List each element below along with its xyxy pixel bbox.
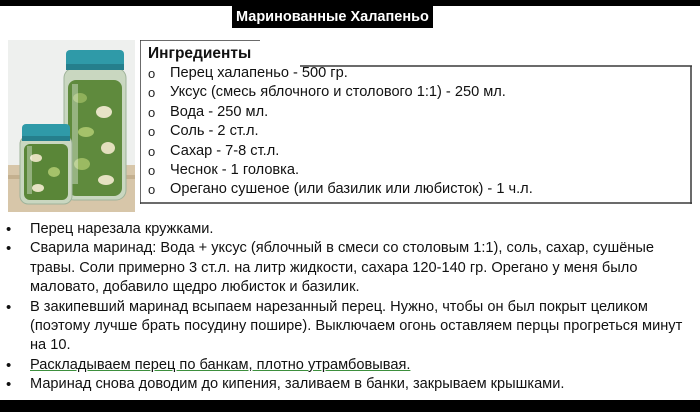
- bullet-circle-icon: o: [148, 104, 156, 120]
- bullet-dot-icon: •: [6, 221, 12, 238]
- bullet-circle-icon: o: [148, 66, 156, 81]
- step-item: • В закипевший маринад всыпаем нарезанный перец. Нужно, чтобы он был покрыт целиком (поэтому лучше брать посудину пошире). Выключаем огонь оставляем перцы прогреться минут на 10.: [6, 298, 683, 354]
- bullet-circle-icon: o: [148, 162, 156, 178]
- ingredient-item: o Орегано сушеное (или базилик или любисток) - 1 ч.л.: [148, 180, 688, 199]
- bullet-circle-icon: o: [148, 124, 156, 140]
- bullet-dot-icon: •: [6, 356, 12, 374]
- steps-list: [6, 220, 694, 395]
- recipe-title: Маринованные Халапеньо: [232, 6, 433, 28]
- ingredient-item: o Перец халапеньо - 500 гр.: [148, 64, 688, 83]
- step-item: • Маринад снова доводим до кипения, заливаем в банки, закрываем крышками.: [6, 376, 565, 394]
- bullet-circle-icon: o: [148, 85, 156, 101]
- ingredients-heading: Ингредиенты: [148, 45, 252, 62]
- ingredient-item: o Вода - 250 мл.: [148, 103, 688, 122]
- step-item: • Раскладываем перец по банкам, плотно утрамбовывая.: [6, 356, 411, 374]
- ingredient-item: o Чеснок - 1 головка.: [148, 161, 688, 180]
- ingredient-item: o Соль - 2 ст.л.: [148, 122, 688, 141]
- ingredient-item: o Сахар - 7-8 ст.л.: [148, 142, 688, 161]
- bottom-black-band: [0, 400, 700, 412]
- bullet-dot-icon: •: [6, 298, 12, 316]
- bullet-circle-icon: o: [148, 182, 156, 198]
- ingredients-list: [148, 64, 688, 200]
- bullet-dot-icon: •: [6, 376, 12, 394]
- step-item: • Сварила маринад: Вода + уксус (яблочный в смеси со столовым 1:1), соль, сахар, сушёные травы. Соли примерно 3 ст.л. на литр жидкости, сахара 120-140 гр. Орегано у меня было маловато, добавило щедро любисток и базилик.: [6, 240, 654, 296]
- jars-photo: [8, 40, 135, 212]
- bullet-dot-icon: •: [6, 240, 12, 258]
- bullet-circle-icon: o: [148, 143, 156, 159]
- ingredient-item: o Уксус (смесь яблочного и столового 1:1) - 250 мл.: [148, 83, 688, 102]
- step-item: • Перец нарезала кружками.: [6, 221, 214, 238]
